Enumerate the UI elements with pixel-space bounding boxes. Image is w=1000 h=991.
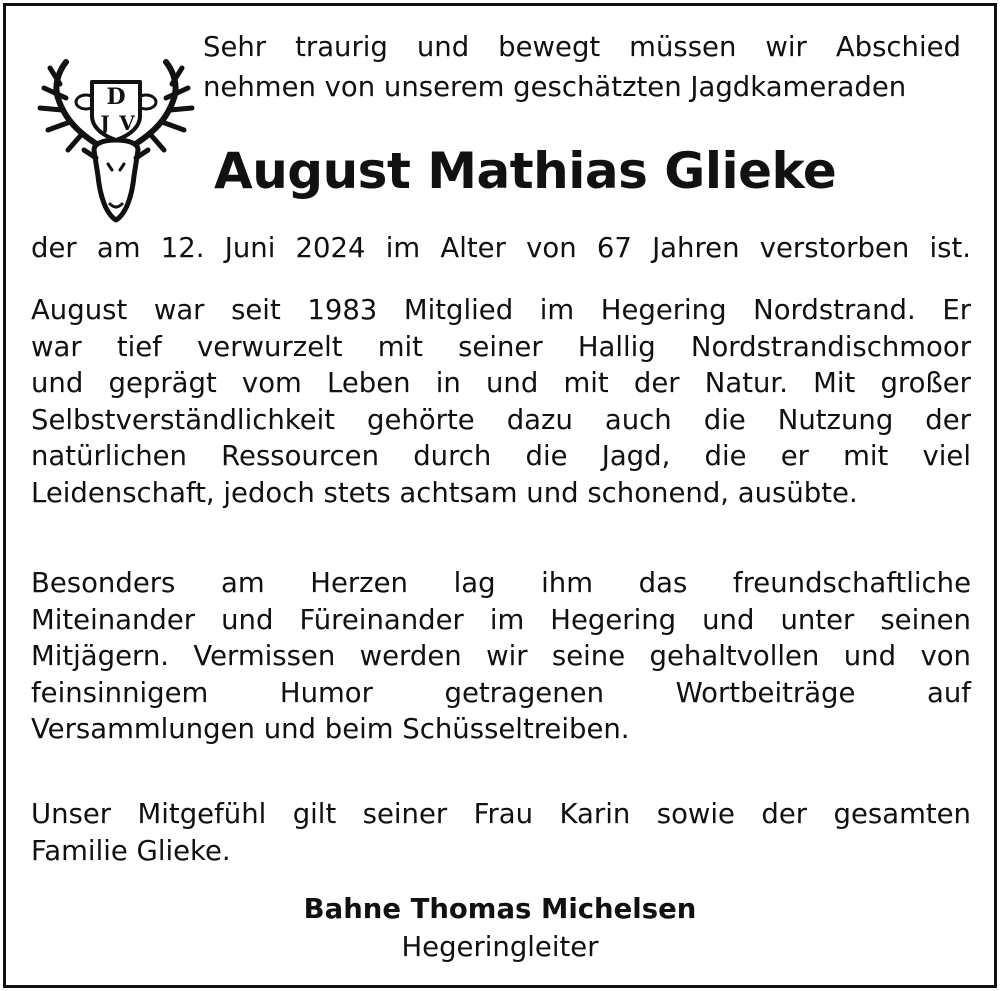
paragraph-1 (31, 292, 971, 511)
logo-letter-v: V (119, 111, 135, 135)
paragraph-line: Miteinander und Füreinander im Hegering und unter seinen (31, 603, 971, 636)
logo-letter-j: J (100, 111, 110, 135)
paragraph-line: Familie Glieke. (31, 834, 231, 867)
death-line-text: der am 12. Juni 2024 im Alter von 67 Jahren verstorben ist. (31, 232, 971, 264)
paragraph-line: natürlichen Ressourcen durch die Jagd, die er mit viel (31, 440, 971, 472)
paragraph-line: und geprägt vom Leben in und mit der Natur. Mit großer (31, 367, 971, 399)
intro-line-1: Sehr traurig und bewegt müssen wir Abschied (203, 31, 961, 63)
paragraph-line: Selbstverständlichkeit gehörte dazu auch die Nutzung der (31, 403, 971, 436)
paragraph-line: feinsinnigem Humor getragenen Wortbeiträge auf (31, 676, 971, 709)
signature-name: Bahne Thomas Michelsen (303, 893, 697, 925)
paragraph-line: Leidenschaft, jedoch stets achtsam und schonend, ausübte. (31, 476, 858, 509)
paragraph-line: August war seit 1983 Mitglied im Hegering Nordstrand. Er (31, 294, 971, 326)
djv-stag-emblem-icon (36, 58, 196, 223)
paragraph-line: Mitjägern. Vermissen werden wir seine gehaltvollen und von (31, 640, 971, 672)
paragraph-line: war tief verwurzelt mit seiner Hallig Nordstrandischmoor (31, 330, 971, 363)
logo-letter-d: D (106, 84, 126, 110)
death-line (31, 230, 971, 267)
paragraph-line: Besonders am Herzen lag ihm das freundschaftliche (31, 567, 971, 599)
paragraph-3 (31, 796, 971, 869)
intro-text (203, 27, 961, 107)
paragraph-line: Versammlungen und beim Schüsseltreiben. (31, 713, 630, 745)
paragraph-2 (31, 565, 971, 748)
signature-role: Hegeringleiter (401, 931, 599, 963)
intro-line-2: nehmen von unserem geschätzten Jagdkameraden (203, 71, 907, 103)
deceased-name: August Mathias Glieke (214, 142, 837, 200)
paragraph-line: Unser Mitgefühl gilt seiner Frau Karin sowie der gesamten (31, 798, 971, 830)
